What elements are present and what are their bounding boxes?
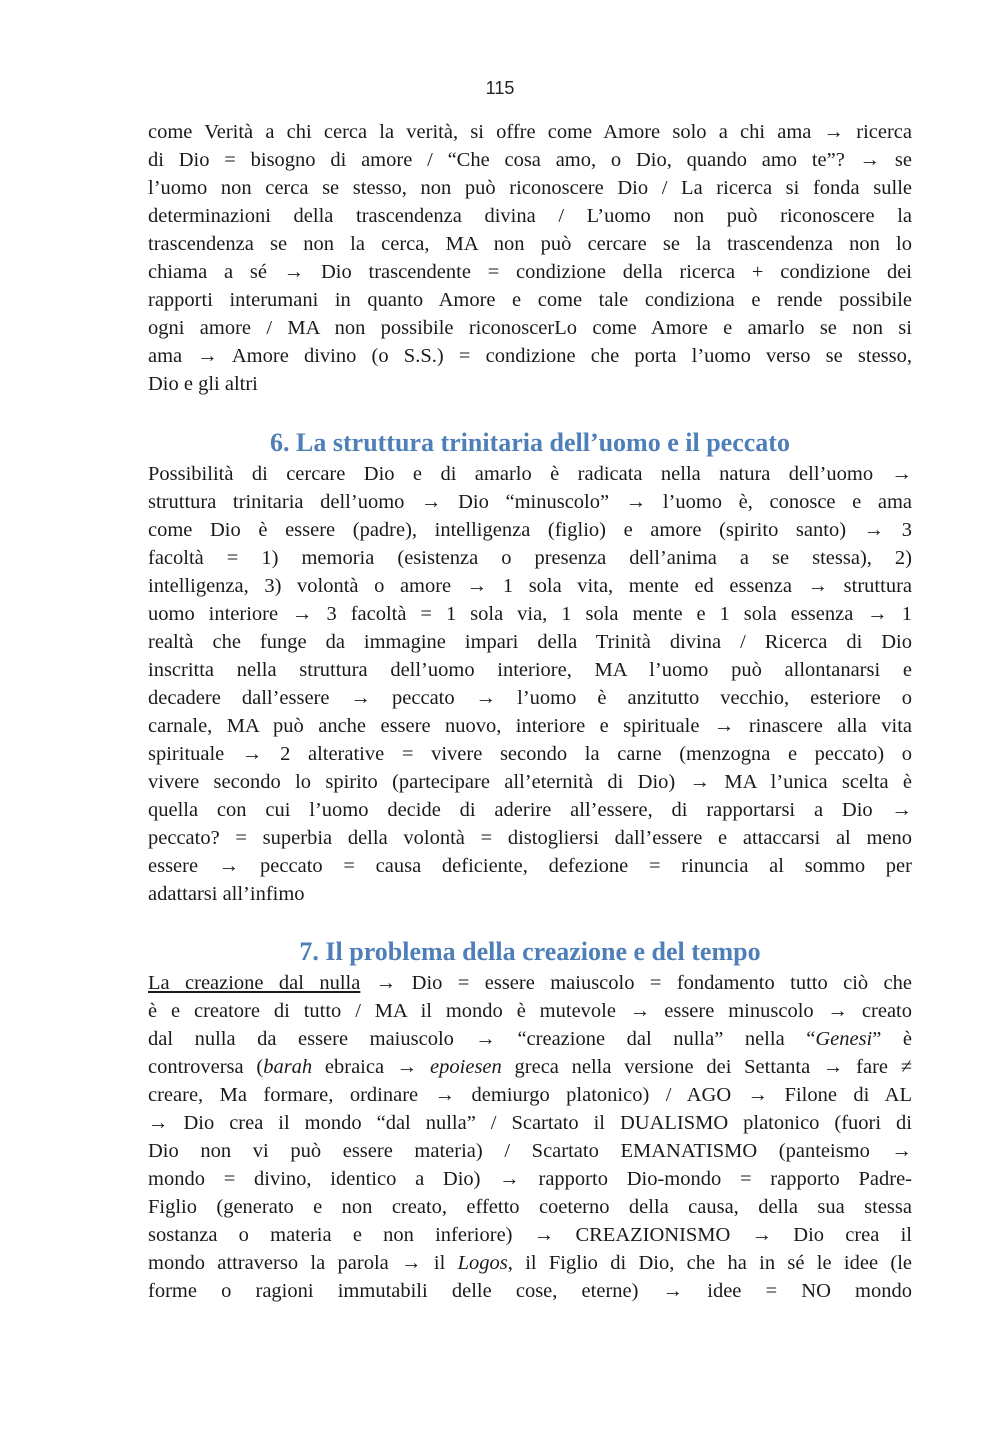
underlined-term: La creazione dal nulla	[148, 972, 361, 994]
text-line: intelligenza, 3) volontà o amore → 1 sola vita, mente ed essenza → struttura	[148, 575, 912, 597]
text-line: determinazioni della trascendenza divina / L’uomo non può riconoscere la	[148, 205, 912, 227]
text-line: decadere dall’essere → peccato → l’uomo è anzitutto vecchio, esteriore o	[148, 687, 912, 709]
text-line: mondo = divino, identico a Dio) → rapporto Dio-mondo = rapporto Padre-	[148, 1168, 912, 1190]
text-line: come Dio è essere (padre), intelligenza (figlio) e amore (spirito santo) → 3	[148, 519, 912, 541]
text-line: essere → peccato = causa deficiente, defezione = rinuncia al sommo per	[148, 855, 912, 877]
text-run: controversa (	[148, 1056, 264, 1078]
text-line: struttura trinitaria dell’uomo → Dio “minuscolo” → l’uomo è, conosce e ama	[148, 491, 912, 513]
italic-term: Genesi	[815, 1028, 873, 1050]
section-paragraph	[148, 969, 912, 1305]
text-run: greca nella versione dei Settanta → fare ≠	[501, 1056, 912, 1078]
section-heading: 6. La struttura trinitaria dell’uomo e il peccato	[270, 428, 790, 457]
text-line	[148, 1025, 912, 1053]
page-number: 115	[485, 78, 515, 98]
text-line: → Dio crea il mondo “dal nulla” / Scartato il DUALISMO platonico (fuori di	[148, 1112, 912, 1134]
text-line	[148, 1053, 912, 1081]
text-line: carnale, MA può anche essere nuovo, interiore e spirituale → rinascere alla vita	[148, 715, 912, 737]
section-paragraph	[148, 460, 912, 908]
text-line: chiama a sé → Dio trascendente = condizione della ricerca + condizione dei	[148, 261, 912, 283]
text-line: Dio e gli altri	[148, 373, 258, 395]
intro-paragraph	[148, 118, 912, 398]
text-line	[148, 1249, 912, 1277]
text-line: è e creatore di tutto / MA il mondo è mutevole → essere minuscolo → creato	[148, 1000, 912, 1022]
text-run: mondo attraverso la parola → il	[148, 1252, 458, 1274]
text-line: l’uomo non cerca se stesso, non può riconoscere Dio / La ricerca si fonda sulle	[148, 177, 912, 199]
text-line: forme o ragioni immutabili delle cose, eterne) → idee = NO mondo	[148, 1280, 912, 1302]
text-line: sostanza o materia e non inferiore) → CREAZIONISMO → Dio crea il	[148, 1224, 912, 1246]
text-line: Figlio (generato e non creato, effetto coeterno della causa, della sua stessa	[148, 1196, 912, 1218]
text-line: peccato? = superbia della volontà = distogliersi dall’essere e attaccarsi al meno	[148, 827, 912, 849]
text-run: → Dio = essere maiuscolo = fondamento tutto ciò che	[360, 972, 912, 994]
italic-term: barah	[263, 1056, 313, 1078]
text-line: Possibilità di cercare Dio e di amarlo è radicata nella natura dell’uomo →	[148, 463, 912, 485]
text-run: ebraica →	[312, 1056, 431, 1078]
text-line: come Verità a chi cerca la verità, si offre come Amore solo a chi ama → ricerca	[148, 121, 912, 143]
text-line: adattarsi all’infimo	[148, 883, 305, 905]
text-line: inscritta nella struttura dell’uomo interiore, MA l’uomo può allontanarsi e	[148, 659, 912, 681]
text-line: spirituale → 2 alterative = vivere secondo la carne (menzogna e peccato) o	[148, 743, 912, 765]
italic-term: epoiesen	[430, 1056, 502, 1078]
section-heading: 7. Il problema della creazione e del tempo	[299, 937, 761, 966]
text-line: ogni amore / MA non possibile riconoscerLo come Amore e amarlo se non si	[148, 317, 912, 339]
text-run: ” è	[872, 1028, 912, 1050]
text-line: Dio non vi può essere materia) / Scartato EMANATISMO (panteismo →	[148, 1140, 912, 1162]
text-run: , il Figlio di Dio, che ha in sé le idee (le	[507, 1252, 912, 1274]
text-line: realtà che funge da immagine impari della Trinità divina / Ricerca di Dio	[148, 631, 912, 653]
text-line: ama → Amore divino (o S.S.) = condizione che porta l’uomo verso se stesso,	[148, 345, 912, 367]
text-line: di Dio = bisogno di amore / “Che cosa amo, o Dio, quando amo te”? → se	[148, 149, 912, 171]
text-line: uomo interiore → 3 facoltà = 1 sola via, 1 sola mente e 1 sola essenza → 1	[148, 603, 912, 625]
text-run: dal nulla da essere maiuscolo → “creazione dal nulla” nella “	[148, 1028, 816, 1050]
text-line	[148, 969, 912, 997]
text-line: vivere secondo lo spirito (partecipare all’eternità di Dio) → MA l’unica scelta è	[148, 771, 912, 793]
text-line: rapporti interumani in quanto Amore e come tale condiziona e rende possibile	[148, 289, 912, 311]
italic-term: Logos	[457, 1252, 508, 1274]
text-line: trascendenza se non la cerca, MA non può cercare se la trascendenza non lo	[148, 233, 912, 255]
text-line: creare, Ma formare, ordinare → demiurgo platonico) / AGO → Filone di AL	[148, 1084, 912, 1106]
text-line: quella con cui l’uomo decide di aderire all’essere, di rapportarsi a Dio →	[148, 799, 912, 821]
text-line: facoltà = 1) memoria (esistenza o presenza dell’anima a se stessa), 2)	[148, 547, 912, 569]
